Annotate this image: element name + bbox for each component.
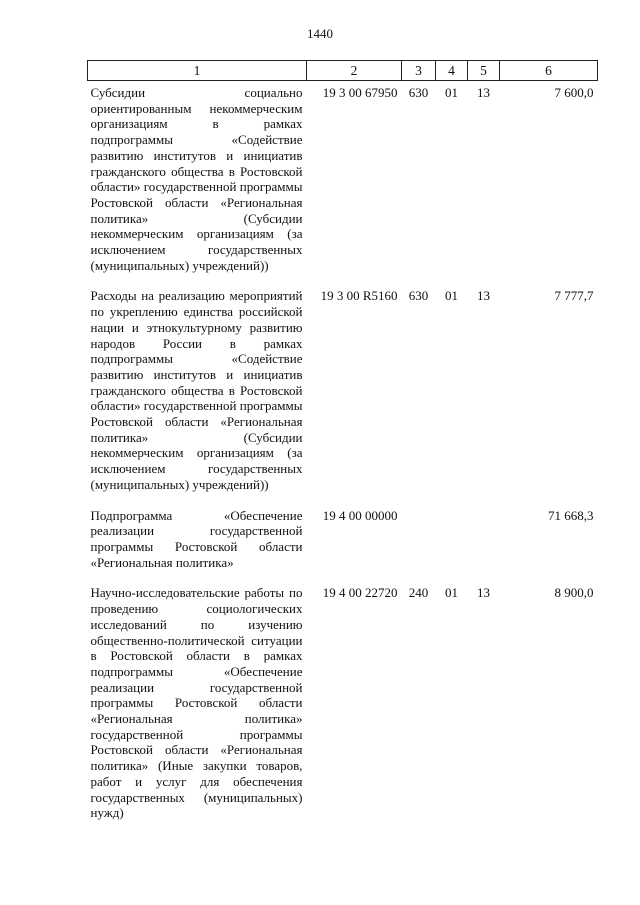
table-header-row	[88, 61, 598, 81]
row-description: Подпрограмма «Обеспечение реализации государственной программы Ростовской области «Региональная политика»	[90, 507, 303, 570]
column-header-5: 5	[468, 61, 500, 81]
row-amount: 8 900,0	[554, 585, 594, 601]
row-c5: 13	[477, 585, 490, 601]
budget-table	[87, 60, 598, 832]
row-code: 19 3 00 R5160	[320, 288, 398, 304]
column-header-6: 6	[500, 61, 598, 81]
row-code: 19 4 00 00000	[322, 507, 398, 523]
row-description: Расходы на реализацию мероприятий по укреплению единства российской нации и этнокультурному развитию народов России в рамках подпрограммы «Содействие развитию институтов и инициатив гражданского общества в Ростовской области» государственной программы Ростовской области «Региональная политика» (Субсидии некоммерческим организациям (за исключением государственных (муниципальных) учреждений))	[90, 288, 303, 492]
page-number: 1440	[307, 26, 333, 41]
row-c5	[468, 504, 500, 582]
row-c3: 630	[408, 85, 429, 100]
row-c4: 01	[445, 288, 458, 304]
row-c4	[436, 504, 468, 582]
row-c4: 01	[445, 85, 458, 100]
column-header-3: 3	[402, 61, 436, 81]
row-amount: 7 600,0	[554, 85, 594, 100]
row-c4: 01	[445, 585, 458, 601]
table-row	[88, 581, 598, 832]
table-row	[88, 504, 598, 582]
row-code: 19 4 00 22720	[322, 585, 398, 601]
row-c5: 13	[477, 288, 490, 304]
table-row	[88, 284, 598, 503]
column-header-1: 1	[88, 61, 307, 81]
row-description: Научно-исследовательские работы по проведению социологических исследований по изучению общественно-политической ситуации в Ростовской области в рамках подпрограммы «Обеспечение реализации государственной программы Ростовской области «Региональная политика» государственной программы Ростовской области «Региональная политика» (Иные закупки товаров, работ и услуг для обеспечения государственных (муниципальных) нужд)	[90, 585, 303, 821]
row-description: Субсидии социально ориентированным некоммерческим организациям в рамках подпрограммы «Содействие развитию институтов и инициатив гражданского общества в Ростовской области» государственной программы Ростовской области «Региональная политика» (Субсидии некоммерческим организациям (за исключением государственных (муниципальных) учреждений))	[90, 85, 303, 273]
row-amount: 7 777,7	[554, 288, 594, 304]
row-code: 19 3 00 67950	[322, 85, 398, 100]
table-row	[88, 81, 598, 285]
row-c3: 240	[408, 585, 429, 601]
row-c3	[402, 504, 436, 582]
row-amount: 71 668,3	[548, 507, 594, 523]
row-c5: 13	[477, 85, 490, 100]
row-c3: 630	[408, 288, 429, 304]
column-header-2: 2	[307, 61, 402, 81]
column-header-4: 4	[436, 61, 468, 81]
